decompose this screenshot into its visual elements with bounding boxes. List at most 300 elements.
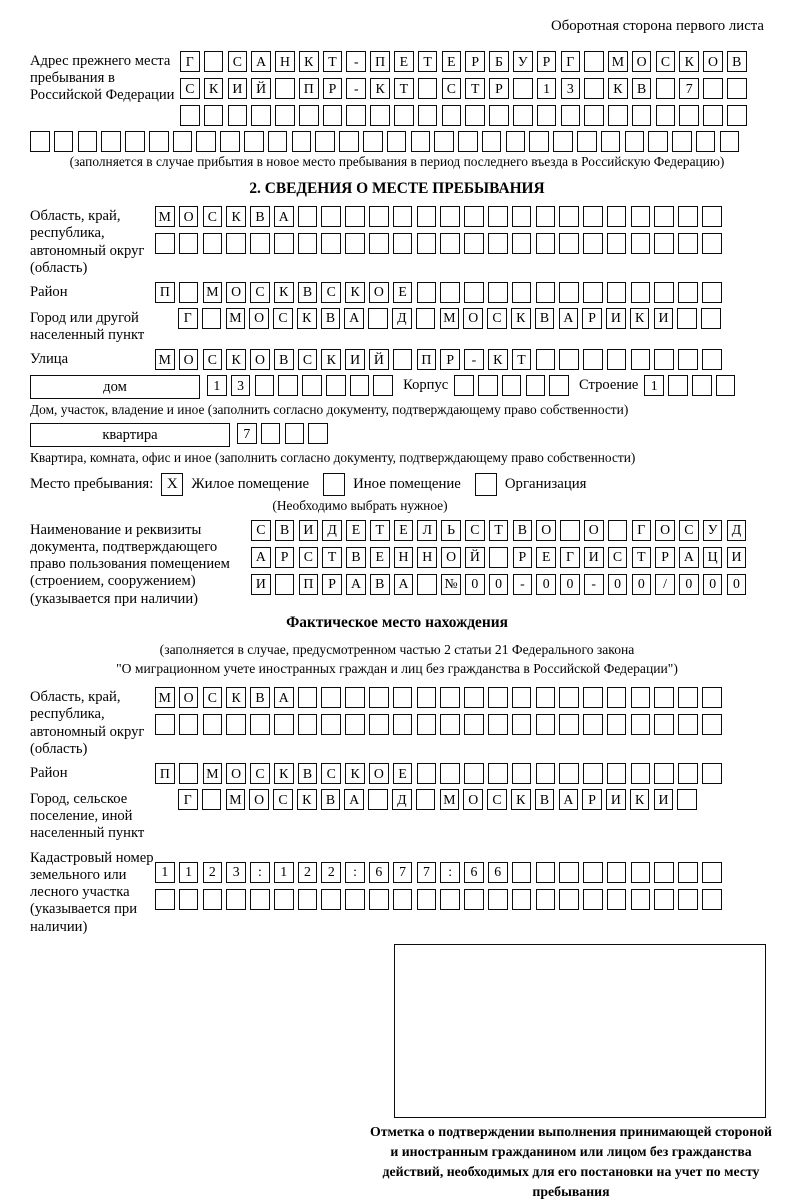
- char-cell[interactable]: [608, 520, 628, 541]
- char-cell[interactable]: 6: [488, 862, 508, 883]
- char-cell[interactable]: В: [535, 308, 555, 329]
- char-cell[interactable]: -: [584, 574, 604, 595]
- char-cell[interactable]: :: [440, 862, 460, 883]
- char-cell[interactable]: [696, 131, 716, 152]
- char-cell[interactable]: [607, 862, 627, 883]
- char-cell[interactable]: [678, 763, 698, 784]
- char-cell[interactable]: Ь: [441, 520, 461, 541]
- char-cell[interactable]: [577, 131, 597, 152]
- char-cell[interactable]: -: [464, 349, 484, 370]
- char-cell[interactable]: [464, 282, 484, 303]
- char-cell[interactable]: [268, 131, 288, 152]
- char-cell[interactable]: В: [513, 520, 533, 541]
- char-cell[interactable]: [536, 349, 556, 370]
- char-cell[interactable]: [648, 131, 668, 152]
- char-cell[interactable]: [559, 349, 579, 370]
- char-cell[interactable]: [203, 233, 223, 254]
- char-cell[interactable]: К: [297, 308, 317, 329]
- char-cell[interactable]: 1: [537, 78, 557, 99]
- char-cell[interactable]: С: [180, 78, 200, 99]
- char-cell[interactable]: М: [155, 206, 175, 227]
- char-cell[interactable]: Й: [369, 349, 389, 370]
- char-cell[interactable]: Г: [180, 51, 200, 72]
- char-cell[interactable]: [607, 763, 627, 784]
- char-cell[interactable]: [315, 131, 335, 152]
- char-cell[interactable]: [583, 282, 603, 303]
- char-cell[interactable]: [203, 889, 223, 910]
- char-cell[interactable]: А: [346, 574, 366, 595]
- char-cell[interactable]: [631, 714, 651, 735]
- char-cell[interactable]: Е: [393, 282, 413, 303]
- char-cell[interactable]: М: [608, 51, 628, 72]
- char-cell[interactable]: Т: [512, 349, 532, 370]
- char-cell[interactable]: №: [441, 574, 461, 595]
- char-cell[interactable]: [536, 206, 556, 227]
- char-cell[interactable]: [488, 889, 508, 910]
- char-cell[interactable]: [512, 687, 532, 708]
- char-cell[interactable]: [488, 233, 508, 254]
- char-cell[interactable]: В: [321, 789, 341, 810]
- char-cell[interactable]: [78, 131, 98, 152]
- char-cell[interactable]: И: [654, 308, 674, 329]
- char-cell[interactable]: [196, 131, 216, 152]
- char-cell[interactable]: [226, 233, 246, 254]
- char-cell[interactable]: [368, 308, 388, 329]
- char-cell[interactable]: В: [321, 308, 341, 329]
- char-cell[interactable]: 0: [465, 574, 485, 595]
- char-cell[interactable]: 0: [560, 574, 580, 595]
- char-cell[interactable]: Г: [560, 547, 580, 568]
- char-cell[interactable]: Р: [275, 547, 295, 568]
- char-cell[interactable]: [440, 282, 460, 303]
- char-cell[interactable]: С: [487, 308, 507, 329]
- char-cell[interactable]: [179, 233, 199, 254]
- char-cell[interactable]: О: [249, 789, 269, 810]
- char-cell[interactable]: [308, 423, 328, 444]
- char-cell[interactable]: [716, 375, 736, 396]
- char-cell[interactable]: [559, 763, 579, 784]
- char-cell[interactable]: О: [536, 520, 556, 541]
- char-cell[interactable]: [298, 714, 318, 735]
- char-cell[interactable]: [393, 233, 413, 254]
- char-cell[interactable]: [559, 862, 579, 883]
- char-cell[interactable]: [702, 889, 722, 910]
- char-cell[interactable]: [203, 714, 223, 735]
- char-cell[interactable]: К: [297, 789, 317, 810]
- char-cell[interactable]: С: [228, 51, 248, 72]
- char-cell[interactable]: М: [440, 789, 460, 810]
- char-cell[interactable]: [411, 131, 431, 152]
- char-cell[interactable]: Д: [392, 789, 412, 810]
- char-cell[interactable]: [654, 282, 674, 303]
- char-cell[interactable]: Р: [582, 308, 602, 329]
- char-cell[interactable]: [703, 78, 723, 99]
- char-cell[interactable]: [440, 206, 460, 227]
- char-cell[interactable]: 1: [179, 862, 199, 883]
- char-cell[interactable]: [417, 233, 437, 254]
- char-cell[interactable]: [536, 862, 556, 883]
- char-cell[interactable]: Р: [322, 574, 342, 595]
- char-cell[interactable]: [250, 889, 270, 910]
- char-cell[interactable]: [608, 105, 628, 126]
- char-cell[interactable]: А: [251, 547, 271, 568]
- char-cell[interactable]: [321, 714, 341, 735]
- char-cell[interactable]: [345, 687, 365, 708]
- char-cell[interactable]: И: [654, 789, 674, 810]
- char-cell[interactable]: [250, 233, 270, 254]
- char-cell[interactable]: [607, 889, 627, 910]
- char-cell[interactable]: К: [679, 51, 699, 72]
- char-cell[interactable]: [583, 714, 603, 735]
- char-cell[interactable]: [387, 131, 407, 152]
- char-cell[interactable]: [369, 889, 389, 910]
- char-cell[interactable]: [339, 131, 359, 152]
- char-cell[interactable]: [607, 349, 627, 370]
- char-cell[interactable]: [250, 714, 270, 735]
- char-cell[interactable]: 6: [464, 862, 484, 883]
- char-cell[interactable]: Г: [178, 308, 198, 329]
- char-cell[interactable]: [350, 375, 370, 396]
- char-cell[interactable]: О: [226, 763, 246, 784]
- char-cell[interactable]: [368, 789, 388, 810]
- char-cell[interactable]: [482, 131, 502, 152]
- char-cell[interactable]: [202, 789, 222, 810]
- char-cell[interactable]: О: [584, 520, 604, 541]
- char-cell[interactable]: П: [299, 574, 319, 595]
- char-cell[interactable]: Е: [394, 51, 414, 72]
- char-cell[interactable]: [631, 687, 651, 708]
- char-cell[interactable]: [702, 349, 722, 370]
- char-cell[interactable]: [363, 131, 383, 152]
- char-cell[interactable]: 2: [203, 862, 223, 883]
- char-cell[interactable]: А: [394, 574, 414, 595]
- char-cell[interactable]: 0: [679, 574, 699, 595]
- char-cell[interactable]: [440, 763, 460, 784]
- char-cell[interactable]: [417, 687, 437, 708]
- char-cell[interactable]: И: [345, 349, 365, 370]
- char-cell[interactable]: [440, 889, 460, 910]
- char-cell[interactable]: И: [606, 789, 626, 810]
- char-cell[interactable]: О: [226, 282, 246, 303]
- char-cell[interactable]: [179, 763, 199, 784]
- char-cell[interactable]: К: [345, 763, 365, 784]
- char-cell[interactable]: С: [321, 282, 341, 303]
- char-cell[interactable]: В: [632, 78, 652, 99]
- char-cell[interactable]: [678, 233, 698, 254]
- char-cell[interactable]: [583, 862, 603, 883]
- char-cell[interactable]: [458, 131, 478, 152]
- char-cell[interactable]: 0: [727, 574, 747, 595]
- char-cell[interactable]: И: [606, 308, 626, 329]
- char-cell[interactable]: Т: [370, 520, 390, 541]
- char-cell[interactable]: [654, 349, 674, 370]
- char-cell[interactable]: [302, 375, 322, 396]
- char-cell[interactable]: [275, 574, 295, 595]
- char-cell[interactable]: [323, 473, 345, 496]
- char-cell[interactable]: Т: [465, 78, 485, 99]
- char-cell[interactable]: У: [703, 520, 723, 541]
- char-cell[interactable]: [369, 714, 389, 735]
- char-cell[interactable]: [720, 131, 740, 152]
- char-cell[interactable]: Р: [537, 51, 557, 72]
- char-cell[interactable]: [553, 131, 573, 152]
- char-cell[interactable]: О: [632, 51, 652, 72]
- char-cell[interactable]: О: [179, 349, 199, 370]
- char-cell[interactable]: [274, 233, 294, 254]
- char-cell[interactable]: [584, 51, 604, 72]
- char-cell[interactable]: [465, 105, 485, 126]
- char-cell[interactable]: 3: [226, 862, 246, 883]
- char-cell[interactable]: [261, 423, 281, 444]
- char-cell[interactable]: [654, 714, 674, 735]
- char-cell[interactable]: А: [274, 687, 294, 708]
- char-cell[interactable]: [440, 714, 460, 735]
- char-cell[interactable]: [275, 78, 295, 99]
- char-cell[interactable]: К: [370, 78, 390, 99]
- char-cell[interactable]: Р: [513, 547, 533, 568]
- char-cell[interactable]: С: [608, 547, 628, 568]
- char-cell[interactable]: Р: [489, 78, 509, 99]
- char-cell[interactable]: М: [226, 789, 246, 810]
- char-cell[interactable]: В: [370, 574, 390, 595]
- char-cell[interactable]: Е: [370, 547, 390, 568]
- char-cell[interactable]: [478, 375, 498, 396]
- char-cell[interactable]: [559, 714, 579, 735]
- char-cell[interactable]: К: [204, 78, 224, 99]
- char-cell[interactable]: [393, 687, 413, 708]
- char-cell[interactable]: Н: [417, 547, 437, 568]
- char-cell[interactable]: [274, 889, 294, 910]
- char-cell[interactable]: [488, 206, 508, 227]
- char-cell[interactable]: О: [179, 206, 199, 227]
- char-cell[interactable]: 1: [155, 862, 175, 883]
- char-cell[interactable]: И: [251, 574, 271, 595]
- char-cell[interactable]: Т: [489, 520, 509, 541]
- char-cell[interactable]: [488, 687, 508, 708]
- char-cell[interactable]: Е: [346, 520, 366, 541]
- char-cell[interactable]: [678, 889, 698, 910]
- char-cell[interactable]: 7: [679, 78, 699, 99]
- char-cell[interactable]: [656, 78, 676, 99]
- char-cell[interactable]: [701, 308, 721, 329]
- char-cell[interactable]: [345, 206, 365, 227]
- char-cell[interactable]: О: [463, 308, 483, 329]
- char-cell[interactable]: 0: [608, 574, 628, 595]
- char-cell[interactable]: Т: [322, 547, 342, 568]
- char-cell[interactable]: [179, 282, 199, 303]
- char-cell[interactable]: [416, 789, 436, 810]
- char-cell[interactable]: [654, 206, 674, 227]
- char-cell[interactable]: 0: [632, 574, 652, 595]
- char-cell[interactable]: [101, 131, 121, 152]
- char-cell[interactable]: К: [226, 349, 246, 370]
- char-cell[interactable]: [228, 105, 248, 126]
- char-cell[interactable]: [394, 105, 414, 126]
- char-cell[interactable]: К: [274, 763, 294, 784]
- char-cell[interactable]: [654, 687, 674, 708]
- char-cell[interactable]: С: [465, 520, 485, 541]
- char-cell[interactable]: В: [727, 51, 747, 72]
- char-cell[interactable]: Й: [465, 547, 485, 568]
- char-cell[interactable]: [475, 473, 497, 496]
- char-cell[interactable]: С: [442, 78, 462, 99]
- char-cell[interactable]: :: [250, 862, 270, 883]
- char-cell[interactable]: 0: [536, 574, 556, 595]
- char-cell[interactable]: [692, 375, 712, 396]
- char-cell[interactable]: [561, 105, 581, 126]
- char-cell[interactable]: [321, 233, 341, 254]
- char-cell[interactable]: Т: [394, 78, 414, 99]
- char-cell[interactable]: П: [155, 763, 175, 784]
- char-cell[interactable]: П: [417, 349, 437, 370]
- char-cell[interactable]: [179, 889, 199, 910]
- char-cell[interactable]: 6: [369, 862, 389, 883]
- char-cell[interactable]: [631, 349, 651, 370]
- char-cell[interactable]: К: [274, 282, 294, 303]
- char-cell[interactable]: [464, 206, 484, 227]
- char-cell[interactable]: [678, 206, 698, 227]
- char-cell[interactable]: И: [299, 520, 319, 541]
- char-cell[interactable]: [275, 105, 295, 126]
- char-cell[interactable]: Д: [392, 308, 412, 329]
- char-cell[interactable]: И: [228, 78, 248, 99]
- char-cell[interactable]: [536, 763, 556, 784]
- char-cell[interactable]: А: [344, 789, 364, 810]
- char-cell[interactable]: [583, 349, 603, 370]
- char-cell[interactable]: [654, 233, 674, 254]
- char-cell[interactable]: [677, 789, 697, 810]
- char-cell[interactable]: 2: [298, 862, 318, 883]
- char-cell[interactable]: [583, 206, 603, 227]
- char-cell[interactable]: Н: [394, 547, 414, 568]
- char-cell[interactable]: [677, 308, 697, 329]
- char-cell[interactable]: 1: [644, 375, 664, 396]
- char-cell[interactable]: В: [346, 547, 366, 568]
- char-cell[interactable]: О: [703, 51, 723, 72]
- char-cell[interactable]: [506, 131, 526, 152]
- char-cell[interactable]: [702, 282, 722, 303]
- char-cell[interactable]: П: [370, 51, 390, 72]
- char-cell[interactable]: П: [299, 78, 319, 99]
- char-cell[interactable]: [607, 687, 627, 708]
- char-cell[interactable]: [155, 233, 175, 254]
- char-cell[interactable]: [30, 131, 50, 152]
- char-cell[interactable]: [321, 687, 341, 708]
- char-cell[interactable]: 3: [561, 78, 581, 99]
- residential-checkbox[interactable]: [161, 473, 183, 496]
- char-cell[interactable]: С: [203, 206, 223, 227]
- char-cell[interactable]: 0: [703, 574, 723, 595]
- char-cell[interactable]: [393, 206, 413, 227]
- char-cell[interactable]: Д: [727, 520, 747, 541]
- char-cell[interactable]: М: [155, 687, 175, 708]
- char-cell[interactable]: [632, 105, 652, 126]
- char-cell[interactable]: [204, 105, 224, 126]
- char-cell[interactable]: [464, 233, 484, 254]
- char-cell[interactable]: [607, 282, 627, 303]
- char-cell[interactable]: И: [584, 547, 604, 568]
- char-cell[interactable]: [703, 105, 723, 126]
- char-cell[interactable]: [631, 889, 651, 910]
- char-cell[interactable]: Г: [561, 51, 581, 72]
- char-cell[interactable]: М: [203, 763, 223, 784]
- char-cell[interactable]: [502, 375, 522, 396]
- char-cell[interactable]: [488, 763, 508, 784]
- char-cell[interactable]: [345, 233, 365, 254]
- char-cell[interactable]: [727, 78, 747, 99]
- char-cell[interactable]: [727, 105, 747, 126]
- char-cell[interactable]: О: [655, 520, 675, 541]
- char-cell[interactable]: [512, 206, 532, 227]
- char-cell[interactable]: С: [679, 520, 699, 541]
- char-cell[interactable]: Г: [178, 789, 198, 810]
- char-cell[interactable]: [373, 375, 393, 396]
- char-cell[interactable]: [512, 282, 532, 303]
- char-cell[interactable]: [251, 105, 271, 126]
- char-cell[interactable]: [369, 687, 389, 708]
- char-cell[interactable]: [155, 889, 175, 910]
- char-cell[interactable]: О: [179, 687, 199, 708]
- char-cell[interactable]: [529, 131, 549, 152]
- char-cell[interactable]: [418, 78, 438, 99]
- char-cell[interactable]: [702, 233, 722, 254]
- char-cell[interactable]: [631, 206, 651, 227]
- char-cell[interactable]: [702, 862, 722, 883]
- char-cell[interactable]: [417, 763, 437, 784]
- char-cell[interactable]: [549, 375, 569, 396]
- char-cell[interactable]: Т: [632, 547, 652, 568]
- char-cell[interactable]: [321, 889, 341, 910]
- char-cell[interactable]: К: [321, 349, 341, 370]
- char-cell[interactable]: [226, 889, 246, 910]
- char-cell[interactable]: С: [298, 349, 318, 370]
- char-cell[interactable]: К: [226, 206, 246, 227]
- char-cell[interactable]: О: [249, 308, 269, 329]
- char-cell[interactable]: [625, 131, 645, 152]
- char-cell[interactable]: П: [155, 282, 175, 303]
- char-cell[interactable]: [345, 714, 365, 735]
- char-cell[interactable]: К: [488, 349, 508, 370]
- char-cell[interactable]: [536, 282, 556, 303]
- char-cell[interactable]: [560, 520, 580, 541]
- char-cell[interactable]: /: [655, 574, 675, 595]
- char-cell[interactable]: Й: [251, 78, 271, 99]
- char-cell[interactable]: К: [226, 687, 246, 708]
- char-cell[interactable]: [369, 206, 389, 227]
- char-cell[interactable]: [54, 131, 74, 152]
- char-cell[interactable]: [584, 78, 604, 99]
- char-cell[interactable]: А: [559, 308, 579, 329]
- char-cell[interactable]: [702, 763, 722, 784]
- char-cell[interactable]: [512, 714, 532, 735]
- char-cell[interactable]: -: [346, 78, 366, 99]
- char-cell[interactable]: [173, 131, 193, 152]
- char-cell[interactable]: [536, 687, 556, 708]
- char-cell[interactable]: [417, 889, 437, 910]
- char-cell[interactable]: 3: [231, 375, 251, 396]
- char-cell[interactable]: [678, 862, 698, 883]
- char-cell[interactable]: [417, 282, 437, 303]
- char-cell[interactable]: К: [299, 51, 319, 72]
- char-cell[interactable]: [607, 206, 627, 227]
- char-cell[interactable]: С: [251, 520, 271, 541]
- char-cell[interactable]: В: [250, 687, 270, 708]
- char-cell[interactable]: [244, 131, 264, 152]
- char-cell[interactable]: [678, 282, 698, 303]
- char-cell[interactable]: В: [274, 349, 294, 370]
- char-cell[interactable]: К: [511, 308, 531, 329]
- char-cell[interactable]: О: [441, 547, 461, 568]
